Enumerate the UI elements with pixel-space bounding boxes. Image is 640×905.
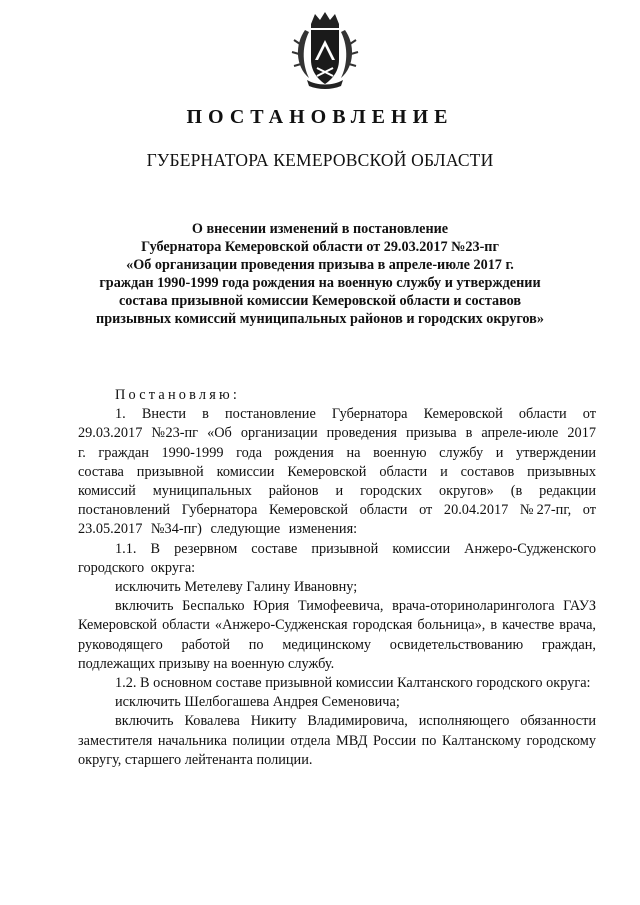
- document-issuer: ГУБЕРНАТОРА КЕМЕРОВСКОЙ ОБЛАСТИ: [146, 150, 494, 170]
- heading-line: О внесении изменений в постановление: [191, 221, 449, 237]
- paragraph-1-1: 1.1. В резервном составе призывной комиссии Анжеро-Судженского городского округа:: [78, 540, 596, 576]
- heading-line: состава призывной комиссии Кемеровской области и составов: [118, 293, 522, 309]
- paragraph-1-1-include: включить Беспалько Юрия Тимофеевича, врача-оториноларинголога ГАУЗ Кемеровской области «Анжеро-Судженская городская больница», в качестве врача, руководящего работой по медицинскому освидетельствованию граждан, подлежащих призыву на военную службу.: [78, 598, 596, 672]
- heading-line: призывных комиссий муниципальных районов и городских округов»: [96, 311, 544, 327]
- paragraph-1-2: 1.2. В основном составе призывной комиссии Калтанского городского округа:: [115, 675, 591, 692]
- paragraph-1: 1. Внести в постановление Губернатора Кемеровской области от 29.03.2017 №23-пг «Об организации проведения призыва в апреле-июле 2017 г. граждан 1990-1999 года рождения на военную службу и утверждении состава призывной комиссии Кемеровской области и составов призывных комиссий муниципальных районов и городских округов» (в редакции постановлений Губернатора Кемеровской области от 20.04.2017 №27-пг, от 23.05.2017 №34-пг) следующие изменения:: [78, 406, 596, 538]
- heading-line: «Об организации проведения призыва в апреле-июле 2017 г.: [126, 257, 514, 273]
- paragraph-1-2-include: включить Ковалева Никиту Владимировича, исполняющего обязанности заместителя начальника полиции отдела МВД России по Калтанскому городскому округу, старшего лейтенанта полиции.: [78, 713, 596, 768]
- heading-line: Губернатора Кемеровской области от 29.03.2017 №23-пг: [141, 239, 499, 255]
- document-title: ПОСТАНОВЛЕНИЕ: [186, 106, 454, 128]
- paragraph-1-2-exclude: исключить Шелбогашева Андрея Семеновича;: [115, 694, 400, 711]
- resolve-line: Постановляю:: [115, 387, 241, 403]
- coat-of-arms-icon: [291, 10, 359, 90]
- heading-line: граждан 1990-1999 года рождения на военную службу и утверждении: [99, 275, 541, 291]
- document-heading: [80, 220, 560, 328]
- paragraph-1-1-exclude: исключить Метелеву Галину Ивановну;: [115, 579, 358, 596]
- document-body: [78, 386, 596, 770]
